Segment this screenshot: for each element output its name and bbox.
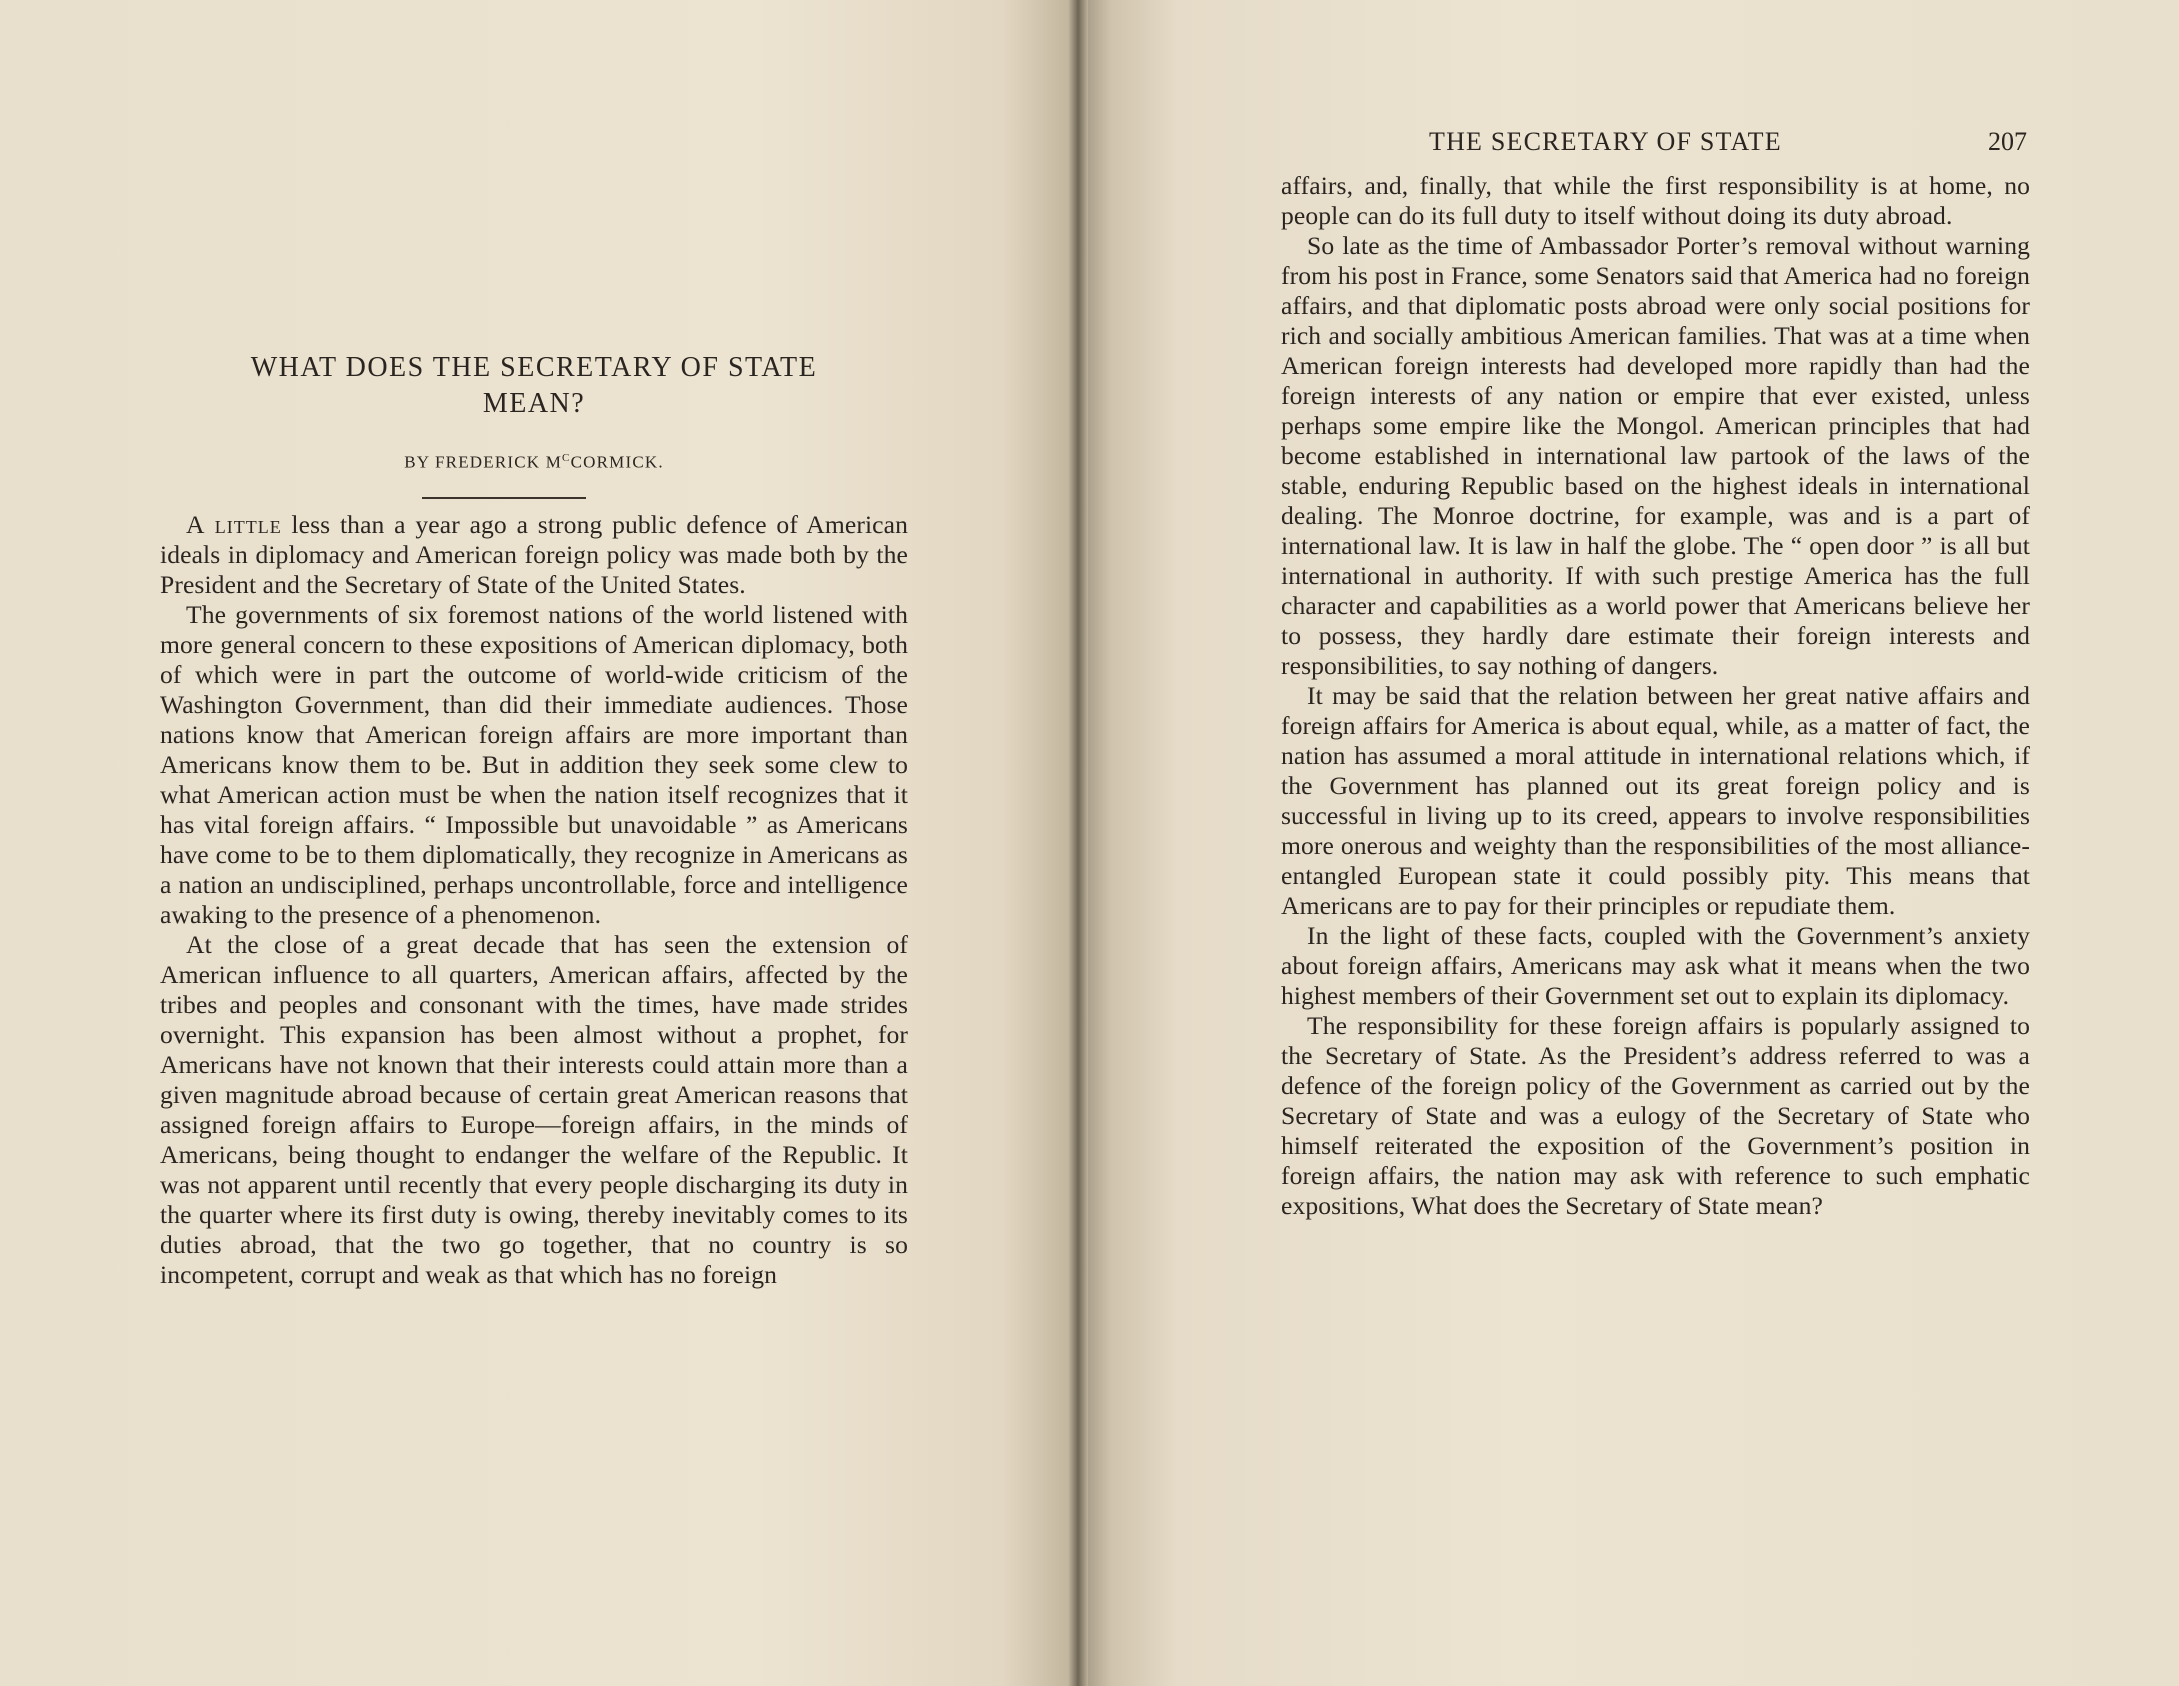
opening-words: A little <box>186 510 282 539</box>
right-paragraph-1: So late as the time of Ambassador Porter’s removal without warning from his post in France, some Senators said that America had no foreign affairs, and that diplomatic posts abroad were only social positions for rich and socially ambitious American families. That was at a time when American foreign interests had developed more rapidly than had the foreign interests of any nation or empire that ever existed, unless perhaps some empire like the Mongol. American principles that had become established in international law partook of the laws of the stable, enduring Republic based on the highest ideals in international dealing. The Monroe doctrine, for example, was and is a part of international law. It is law in half the globe. The “ open door ” is all but international in authority. If with such prestige America has the full character and capabilities as a world power that Americans believe her to possess, they hardly dare estimate their foreign interests and responsibilities, to say nothing of dangers. <box>1281 231 2030 680</box>
left-paragraph-1 <box>160 510 908 600</box>
left-page-body <box>160 510 908 1290</box>
running-head-title: THE SECRETARY OF STATE <box>1429 127 1782 156</box>
article-title <box>160 350 908 422</box>
right-paragraph-4: The responsibility for these foreign affairs is popularly assigned to the Secretary of State. As the President’s address referred to was a defence of the foreign policy of the Government as carried out by the Secretary of State and was a eulogy of the Secretary of State who himself reiterated the exposition of the Government’s position in foreign affairs, the nation may ask with reference to such emphatic expositions, What does the Secretary of State mean? <box>1281 1011 2030 1220</box>
left-paragraph-2: The governments of six foremost nations of the world listened with more general concern to these expositions of American diplomacy, both of which were in part the outcome of world-wide criticism of the Washington Government, than did their immediate audiences. Those nations know that American foreign affairs are more important than Americans know them to be. But in addition they seek some clew to what American action must be when the nation itself recognizes that it has vital foreign affairs. “ Impossible but unavoidable ” as Americans have come to be to them diplomatically, they recognize in Americans as a nation an undisciplined, perhaps uncontrollable, force and intelligence awaking to the presence of a phenomenon. <box>160 600 908 929</box>
article-byline <box>160 452 908 473</box>
book-gutter <box>1068 0 1088 1686</box>
article-title-line-1: WHAT DOES THE SECRETARY OF STATE <box>250 352 818 383</box>
left-paragraph-3: At the close of a great decade that has seen the extension of American influence to all quarters, American affairs, affected by the tribes and peoples and consonant with the times, have made strides overnight. This expansion has been almost without a prophet, for Americans have not known that their interests could attain more than a given magnitude abroad because of certain great American reasons that assigned foreign affairs to Europe—foreign affairs, in the minds of Americans, being thought to endanger the welfare of the Republic. It was not apparent until recently that every people discharging its duty in the quarter where its first duty is owing, thereby inevitably comes to its duties abroad, that the two go together, that no country is so incompetent, corrupt and weak as that which has no foreign <box>160 930 908 1289</box>
byline-superscript: C <box>562 452 571 464</box>
right-paragraph-2: It may be said that the relation between her great native affairs and foreign affairs for America is about equal, while, as a matter of fact, the nation has assumed a moral attitude in international relations which, if the Government has planned out its great foreign policy and is successful in living up to its creed, appears to involve responsibilities more onerous and weighty than the responsibilities of the most alliance-entangled European state it could possibly pity. This means that Americans are to pay for their principles or repudiate them. <box>1281 681 2030 920</box>
byline-suffix: CORMICK. <box>570 452 664 472</box>
article-title-line-2: MEAN? <box>482 388 586 419</box>
title-rule <box>422 497 586 499</box>
page-number: 207 <box>1988 127 2027 156</box>
right-continuation: affairs, and, finally, that while the first responsibility is at home, no people can do its full duty to itself without doing its duty abroad. <box>1281 171 2030 230</box>
byline-prefix: BY FREDERICK M <box>404 452 563 472</box>
running-head <box>1281 125 2030 159</box>
right-page-body <box>1281 171 2030 1221</box>
right-paragraph-3: In the light of these facts, coupled with the Government’s anxiety about foreign affairs, Americans may ask what it means when the two highest members of their Government set out to explain its diplomacy. <box>1281 921 2030 1010</box>
left-paragraph-1-text: less than a year ago a strong public defence of American ideals in diplomacy and American foreign policy was made both by the President and the Secretary of State of the United States. <box>160 510 908 599</box>
